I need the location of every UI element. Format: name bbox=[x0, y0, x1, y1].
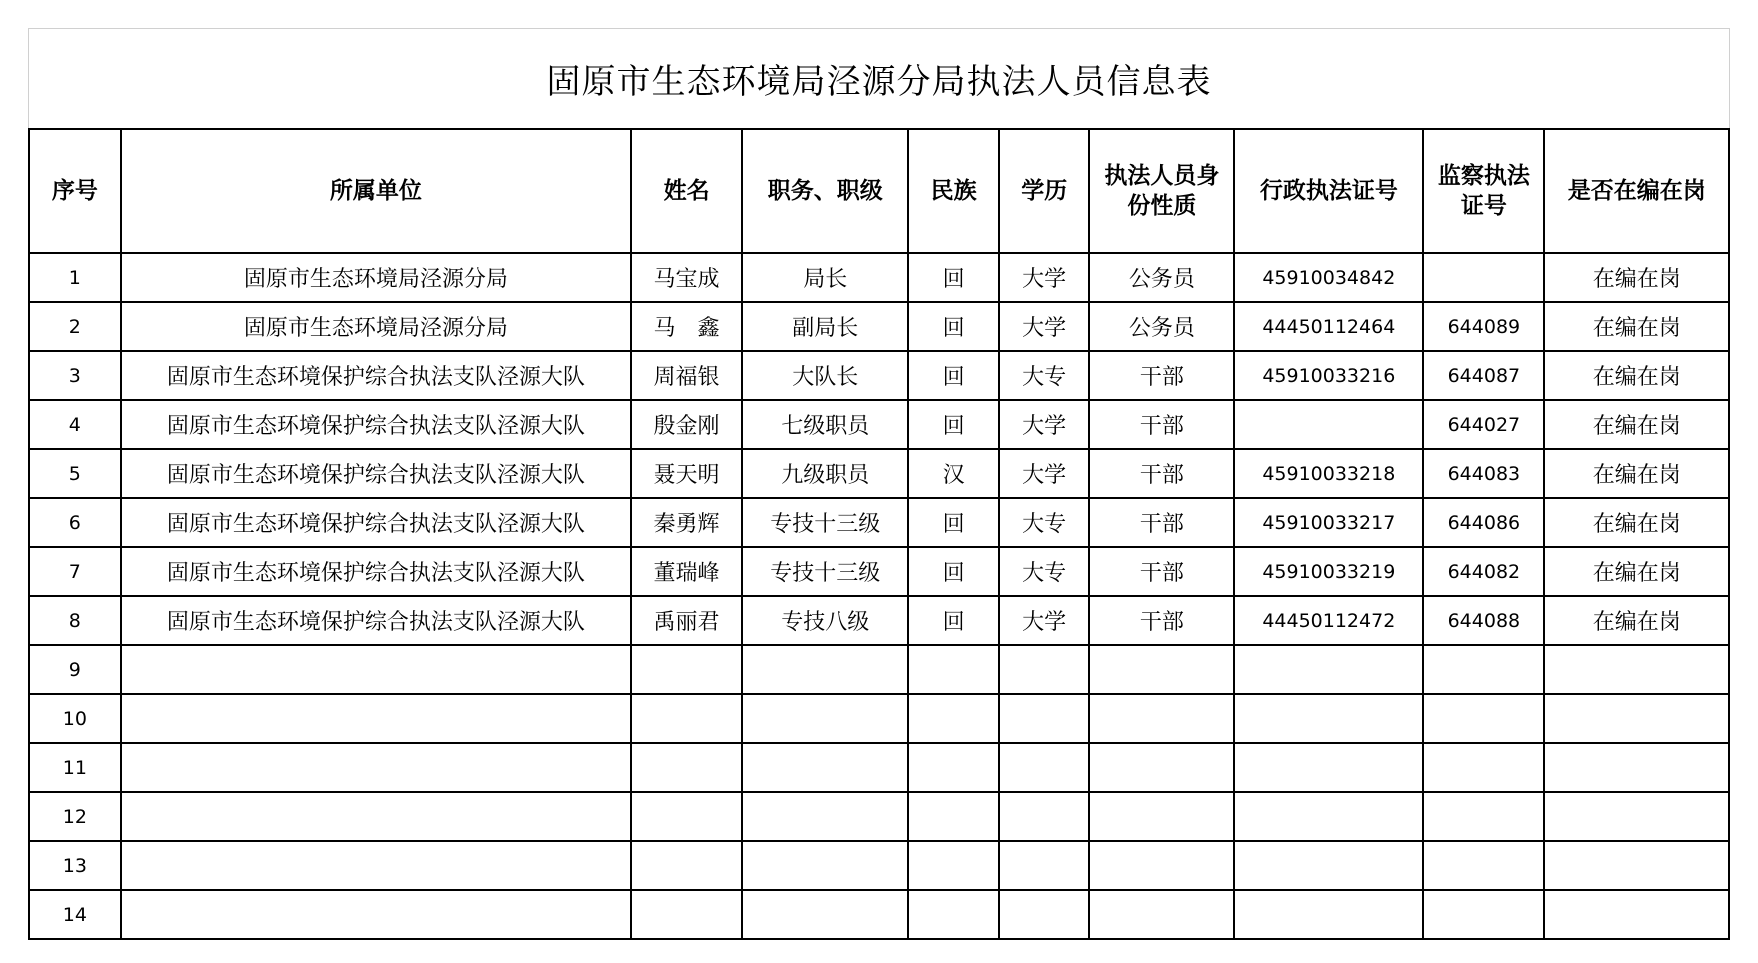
status-cell[interactable] bbox=[1544, 890, 1729, 939]
education-cell[interactable] bbox=[999, 694, 1090, 743]
admin-cert-cell[interactable] bbox=[1234, 400, 1423, 449]
identity-cell[interactable]: 干部 bbox=[1089, 449, 1234, 498]
table-row bbox=[29, 498, 1729, 547]
admin-cert-cell[interactable]: 45910033219 bbox=[1234, 547, 1423, 596]
header-cell-unit[interactable]: 所属单位 bbox=[121, 129, 631, 253]
ethnicity-cell[interactable] bbox=[908, 792, 999, 841]
identity-cell[interactable]: 公务员 bbox=[1089, 302, 1234, 351]
education-cell[interactable]: 大学 bbox=[999, 449, 1090, 498]
table-row bbox=[29, 890, 1729, 939]
name-cell[interactable] bbox=[631, 841, 742, 890]
index-cell[interactable]: 14 bbox=[29, 890, 121, 939]
status-cell[interactable] bbox=[1544, 743, 1729, 792]
position-cell[interactable]: 七级职员 bbox=[742, 400, 908, 449]
supervision-cert-cell[interactable] bbox=[1423, 694, 1544, 743]
ethnicity-cell[interactable]: 回 bbox=[908, 547, 999, 596]
position-cell[interactable] bbox=[742, 792, 908, 841]
unit-cell[interactable] bbox=[121, 694, 631, 743]
admin-cert-cell[interactable] bbox=[1234, 645, 1423, 694]
unit-cell[interactable]: 固原市生态环境保护综合执法支队泾源大队 bbox=[121, 449, 631, 498]
admin-cert-cell[interactable]: 45910033217 bbox=[1234, 498, 1423, 547]
education-cell[interactable] bbox=[999, 841, 1090, 890]
position-cell[interactable]: 副局长 bbox=[742, 302, 908, 351]
ethnicity-cell[interactable]: 回 bbox=[908, 498, 999, 547]
index-cell[interactable]: 1 bbox=[29, 253, 121, 302]
position-cell[interactable] bbox=[742, 841, 908, 890]
name-cell[interactable] bbox=[631, 890, 742, 939]
index-cell[interactable]: 8 bbox=[29, 596, 121, 645]
ethnicity-cell[interactable]: 回 bbox=[908, 302, 999, 351]
supervision-cert-cell[interactable]: 644089 bbox=[1423, 302, 1544, 351]
index-cell[interactable]: 2 bbox=[29, 302, 121, 351]
table-row bbox=[29, 694, 1729, 743]
admin-cert-cell[interactable]: 44450112464 bbox=[1234, 302, 1423, 351]
supervision-cert-cell[interactable] bbox=[1423, 743, 1544, 792]
education-cell[interactable]: 大学 bbox=[999, 302, 1090, 351]
position-cell[interactable] bbox=[742, 743, 908, 792]
identity-cell[interactable]: 干部 bbox=[1089, 596, 1234, 645]
table-row bbox=[29, 792, 1729, 841]
header-cell-ethnicity[interactable]: 民族 bbox=[908, 129, 999, 253]
unit-cell[interactable]: 固原市生态环境局泾源分局 bbox=[121, 253, 631, 302]
table-row bbox=[29, 253, 1729, 302]
index-cell[interactable]: 11 bbox=[29, 743, 121, 792]
identity-cell[interactable]: 干部 bbox=[1089, 400, 1234, 449]
supervision-cert-cell[interactable]: 644083 bbox=[1423, 449, 1544, 498]
identity-cell[interactable] bbox=[1089, 743, 1234, 792]
header-cell-status[interactable]: 是否在编在岗 bbox=[1544, 129, 1729, 253]
status-cell[interactable] bbox=[1544, 645, 1729, 694]
education-cell[interactable]: 大学 bbox=[999, 596, 1090, 645]
table-row bbox=[29, 400, 1729, 449]
identity-cell[interactable]: 干部 bbox=[1089, 351, 1234, 400]
supervision-cert-cell[interactable] bbox=[1423, 792, 1544, 841]
supervision-cert-cell[interactable] bbox=[1423, 253, 1544, 302]
name-cell[interactable]: 聂天明 bbox=[631, 449, 742, 498]
education-cell[interactable]: 大专 bbox=[999, 498, 1090, 547]
ethnicity-cell[interactable] bbox=[908, 694, 999, 743]
status-cell[interactable]: 在编在岗 bbox=[1544, 596, 1729, 645]
ethnicity-cell[interactable] bbox=[908, 645, 999, 694]
header-cell-admin-cert[interactable]: 行政执法证号 bbox=[1234, 129, 1423, 253]
admin-cert-cell[interactable]: 45910033218 bbox=[1234, 449, 1423, 498]
education-cell[interactable]: 大学 bbox=[999, 400, 1090, 449]
name-cell[interactable]: 禹丽君 bbox=[631, 596, 742, 645]
position-cell[interactable]: 专技八级 bbox=[742, 596, 908, 645]
position-cell[interactable] bbox=[742, 645, 908, 694]
supervision-cert-cell[interactable]: 644087 bbox=[1423, 351, 1544, 400]
position-cell[interactable]: 专技十三级 bbox=[742, 498, 908, 547]
ethnicity-cell[interactable]: 回 bbox=[908, 253, 999, 302]
index-cell[interactable]: 3 bbox=[29, 351, 121, 400]
table-row bbox=[29, 302, 1729, 351]
ethnicity-cell[interactable]: 回 bbox=[908, 400, 999, 449]
unit-cell[interactable]: 固原市生态环境保护综合执法支队泾源大队 bbox=[121, 351, 631, 400]
name-cell[interactable] bbox=[631, 792, 742, 841]
table-row bbox=[29, 841, 1729, 890]
supervision-cert-cell[interactable] bbox=[1423, 890, 1544, 939]
status-cell[interactable]: 在编在岗 bbox=[1544, 498, 1729, 547]
unit-cell[interactable]: 固原市生态环境局泾源分局 bbox=[121, 302, 631, 351]
unit-cell[interactable] bbox=[121, 743, 631, 792]
table-row bbox=[29, 547, 1729, 596]
status-cell[interactable]: 在编在岗 bbox=[1544, 547, 1729, 596]
identity-cell[interactable] bbox=[1089, 645, 1234, 694]
status-cell[interactable]: 在编在岗 bbox=[1544, 302, 1729, 351]
identity-cell[interactable] bbox=[1089, 694, 1234, 743]
header-cell-name[interactable]: 姓名 bbox=[631, 129, 742, 253]
admin-cert-cell[interactable] bbox=[1234, 792, 1423, 841]
supervision-cert-cell[interactable]: 644082 bbox=[1423, 547, 1544, 596]
status-cell[interactable] bbox=[1544, 841, 1729, 890]
identity-cell[interactable]: 公务员 bbox=[1089, 253, 1234, 302]
education-cell[interactable]: 大学 bbox=[999, 253, 1090, 302]
status-cell[interactable]: 在编在岗 bbox=[1544, 253, 1729, 302]
supervision-cert-cell[interactable]: 644088 bbox=[1423, 596, 1544, 645]
education-cell[interactable] bbox=[999, 743, 1090, 792]
identity-cell[interactable] bbox=[1089, 792, 1234, 841]
header-cell-education[interactable]: 学历 bbox=[999, 129, 1090, 253]
index-cell[interactable]: 10 bbox=[29, 694, 121, 743]
education-cell[interactable]: 大专 bbox=[999, 351, 1090, 400]
title-cell[interactable] bbox=[28, 28, 1730, 128]
ethnicity-cell[interactable]: 回 bbox=[908, 596, 999, 645]
index-cell[interactable]: 4 bbox=[29, 400, 121, 449]
table-row bbox=[29, 645, 1729, 694]
position-cell[interactable]: 九级职员 bbox=[742, 449, 908, 498]
supervision-cert-cell[interactable]: 644027 bbox=[1423, 400, 1544, 449]
header-cell-index[interactable]: 序号 bbox=[29, 129, 121, 253]
staff-table bbox=[28, 128, 1730, 940]
unit-cell[interactable] bbox=[121, 645, 631, 694]
admin-cert-cell[interactable]: 45910033216 bbox=[1234, 351, 1423, 400]
unit-cell[interactable]: 固原市生态环境保护综合执法支队泾源大队 bbox=[121, 596, 631, 645]
index-cell[interactable]: 13 bbox=[29, 841, 121, 890]
name-cell[interactable]: 马宝成 bbox=[631, 253, 742, 302]
identity-cell[interactable] bbox=[1089, 841, 1234, 890]
education-cell[interactable] bbox=[999, 890, 1090, 939]
position-cell[interactable]: 大队长 bbox=[742, 351, 908, 400]
unit-cell[interactable]: 固原市生态环境保护综合执法支队泾源大队 bbox=[121, 400, 631, 449]
status-cell[interactable] bbox=[1544, 694, 1729, 743]
table-row bbox=[29, 596, 1729, 645]
education-cell[interactable] bbox=[999, 645, 1090, 694]
admin-cert-cell[interactable] bbox=[1234, 841, 1423, 890]
ethnicity-cell[interactable]: 汉 bbox=[908, 449, 999, 498]
status-cell[interactable] bbox=[1544, 792, 1729, 841]
name-cell[interactable] bbox=[631, 694, 742, 743]
education-cell[interactable] bbox=[999, 792, 1090, 841]
ethnicity-cell[interactable] bbox=[908, 890, 999, 939]
name-cell[interactable]: 秦勇辉 bbox=[631, 498, 742, 547]
supervision-cert-cell[interactable]: 644086 bbox=[1423, 498, 1544, 547]
header-cell-supervision-cert[interactable]: 监察执法证号 bbox=[1423, 129, 1544, 253]
header-row bbox=[29, 129, 1729, 253]
unit-cell[interactable] bbox=[121, 792, 631, 841]
position-cell[interactable]: 局长 bbox=[742, 253, 908, 302]
position-cell[interactable] bbox=[742, 694, 908, 743]
education-cell[interactable]: 大专 bbox=[999, 547, 1090, 596]
identity-cell[interactable]: 干部 bbox=[1089, 498, 1234, 547]
table-row bbox=[29, 351, 1729, 400]
supervision-cert-cell[interactable] bbox=[1423, 841, 1544, 890]
info-sheet bbox=[28, 28, 1730, 940]
admin-cert-cell[interactable] bbox=[1234, 694, 1423, 743]
table-row bbox=[29, 449, 1729, 498]
header-cell-identity[interactable]: 执法人员身份性质 bbox=[1089, 129, 1234, 253]
name-cell[interactable]: 董瑞峰 bbox=[631, 547, 742, 596]
ethnicity-cell[interactable]: 回 bbox=[908, 351, 999, 400]
supervision-cert-cell[interactable] bbox=[1423, 645, 1544, 694]
index-cell[interactable]: 12 bbox=[29, 792, 121, 841]
header-cell-position[interactable]: 职务、职级 bbox=[742, 129, 908, 253]
name-cell[interactable]: 马 鑫 bbox=[631, 302, 742, 351]
table-row bbox=[29, 743, 1729, 792]
status-cell[interactable]: 在编在岗 bbox=[1544, 351, 1729, 400]
name-cell[interactable] bbox=[631, 645, 742, 694]
unit-cell[interactable] bbox=[121, 890, 631, 939]
position-cell[interactable] bbox=[742, 890, 908, 939]
sheet-title: 固原市生态环境局泾源分局执法人员信息表 bbox=[546, 62, 1212, 102]
index-cell[interactable]: 7 bbox=[29, 547, 121, 596]
admin-cert-cell[interactable] bbox=[1234, 743, 1423, 792]
index-cell[interactable]: 9 bbox=[29, 645, 121, 694]
identity-cell[interactable]: 干部 bbox=[1089, 547, 1234, 596]
unit-cell[interactable]: 固原市生态环境保护综合执法支队泾源大队 bbox=[121, 547, 631, 596]
name-cell[interactable]: 周福银 bbox=[631, 351, 742, 400]
unit-cell[interactable]: 固原市生态环境保护综合执法支队泾源大队 bbox=[121, 498, 631, 547]
admin-cert-cell[interactable] bbox=[1234, 890, 1423, 939]
status-cell[interactable]: 在编在岗 bbox=[1544, 400, 1729, 449]
admin-cert-cell[interactable]: 45910034842 bbox=[1234, 253, 1423, 302]
name-cell[interactable] bbox=[631, 743, 742, 792]
unit-cell[interactable] bbox=[121, 841, 631, 890]
ethnicity-cell[interactable] bbox=[908, 743, 999, 792]
status-cell[interactable]: 在编在岗 bbox=[1544, 449, 1729, 498]
name-cell[interactable]: 殷金刚 bbox=[631, 400, 742, 449]
index-cell[interactable]: 6 bbox=[29, 498, 121, 547]
index-cell[interactable]: 5 bbox=[29, 449, 121, 498]
identity-cell[interactable] bbox=[1089, 890, 1234, 939]
position-cell[interactable]: 专技十三级 bbox=[742, 547, 908, 596]
ethnicity-cell[interactable] bbox=[908, 841, 999, 890]
admin-cert-cell[interactable]: 44450112472 bbox=[1234, 596, 1423, 645]
